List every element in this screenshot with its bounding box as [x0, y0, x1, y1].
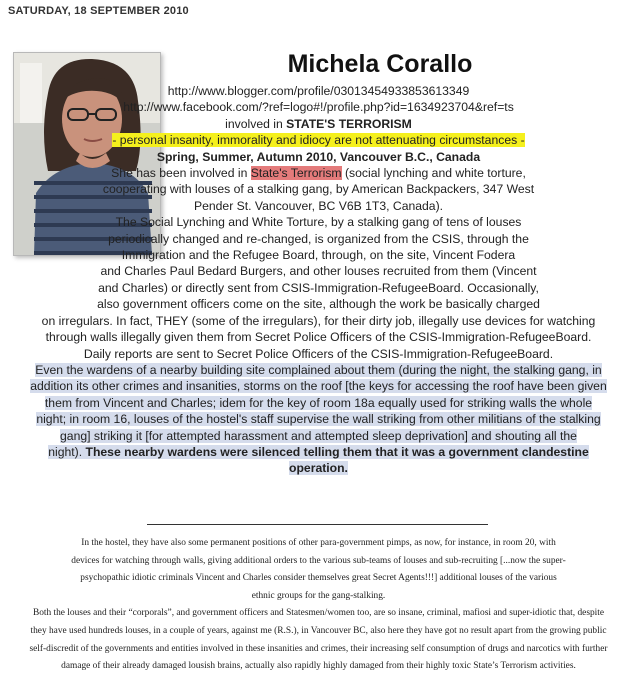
period-location: Spring, Summer, Autumn 2010, Vancouver B.C., Canada: [156, 149, 481, 164]
footer-line-1: In the hostel, they have also some permanent positions of other para-government pimps, as now, for instance, in room 20, with: [81, 538, 556, 548]
paragraph-3-line-4: [0, 411, 637, 427]
p3-l2-text: addition its other crimes and insanities, storms on the roof [the keys for accessing the roof have been given: [30, 379, 607, 394]
p3-l5-text: gang] striking it [for attempted harassment and attempted sleep deprivation] and shouting all the: [60, 428, 577, 443]
paragraph-2-line-7: on irregulars. In fact, THEY (some of the irregulars), for their dirty job, illegally use devices for watching: [41, 313, 596, 328]
profile-name: Michela Corallo: [287, 50, 473, 78]
footer-line-2: devices for watching through walls, giving additional orders to the various sub-teams of louses and sub-recruiting [...now the super-: [71, 555, 566, 566]
paragraph-2-line-4: and Charles Paul Bedard Burgers, and other louses recruited from them (Vincent: [100, 264, 537, 279]
footer-line-3: psychopathic idiotic criminals Vincent and Charles consider themselves great Secret Agents!!!] additional louses of the various: [80, 573, 557, 584]
paragraph-1-line-3: Pender St. Vancouver, BC V6B 1T3, Canada).: [193, 198, 444, 213]
paragraph-3-line-2: [0, 378, 637, 394]
involved-line: [0, 116, 637, 132]
highlight-note-line: [0, 132, 637, 148]
paragraph-3-line-3: [0, 395, 637, 411]
paragraph-3-line-7: [0, 460, 637, 476]
paragraph-2-line-8: through walls illegally given them from Secret Police Officers of the CSIS-Immigration-RefugeeBoard.: [45, 330, 592, 345]
footer-line-8: damage of their already damaged lousish brains, actually also rapidly highly damaged from their highly toxic State’s Terrorism activities.: [61, 661, 576, 672]
footer-text: [0, 535, 637, 676]
p3-l7-highlight: [289, 461, 348, 475]
footer-line-7: self-discredit of the governments and entities involved in these insanities and crimes, their increasing self consumption of drugs and narcotics with further: [29, 643, 608, 654]
profile-info: [0, 83, 637, 477]
paragraph-3-line-6: [0, 444, 637, 460]
p3-l3-text: them from Vincent and Charles; idem for the key of room 18a equally used for striking walls the whole: [44, 395, 593, 410]
footer-line-6: they have used hundreds louses, in a couple of years, against me (R.S.), in Vancouver BC, also here they have got no result apart from the growing public: [30, 625, 607, 636]
p1-before: She has been involved in: [111, 166, 251, 181]
paragraph-2-line-5: and Charles) or directly sent from CSIS-Immigration-RefugeeBoard. Occasionally,: [98, 280, 539, 295]
facebook-profile-link[interactable]: http://www.facebook.com/?ref=logo#!/profile.php?id=1634923704&ref=ts: [123, 100, 514, 115]
p3-l1-text: Even the wardens of a nearby building site complained about them (during the night, the stalking gang, in: [35, 362, 602, 377]
paragraph-3-line-1: [0, 362, 637, 378]
footer-line-4: ethnic groups for the gang-stalking.: [251, 590, 386, 601]
footer-line-5: Both the louses and their “corporals”, and government officers and Statesmen/women too, are so insane, criminal, mafiosi and super-idiotic that, despite: [32, 608, 605, 619]
p3-l7-bold: operation.: [289, 461, 348, 476]
p1-after: (social lynching and white torture,: [341, 166, 526, 181]
paragraph-1-line-2: cooperating with louses of a stalking gang, by American Backpackers, 347 West: [102, 182, 535, 197]
p3-l6-highlight: [48, 445, 589, 459]
paragraph-2-line-6: also government officers come on the site, although the work be basically charged: [97, 297, 540, 312]
p3-l4-text: night; in room 16, louses of the hostel's staff supervise the wall striking from other militians of the stalking: [36, 412, 601, 427]
section-divider: [147, 524, 488, 525]
paragraph-1-line-1: [0, 165, 637, 181]
p3-l6-plain: night).: [48, 444, 86, 459]
blogger-profile-link[interactable]: http://www.blogger.com/profile/03013454933853613349: [167, 84, 470, 98]
post-date-header: SATURDAY, 18 SEPTEMBER 2010: [8, 5, 189, 17]
p3-l6-bold: These nearby wardens were silenced telling them that it was a government clandestine: [85, 444, 589, 459]
period-location-line: [0, 149, 637, 165]
paragraph-2-line-1: The Social Lynching and White Torture, by a stalking gang of tens of louses: [115, 215, 522, 230]
involved-prefix: involved in: [225, 116, 287, 131]
paragraph-2-line-3: Immigration and the Refugee Board, through, on the site, Vincent Fodera: [121, 248, 516, 263]
states-terrorism-highlight: State's Terrorism: [250, 166, 342, 181]
paragraph-3-line-5: [0, 428, 637, 444]
involved-bold: STATE'S TERRORISM: [286, 116, 412, 131]
paragraph-2-line-2: periodically changed and re-changed, is organized from the CSIS, through the: [108, 231, 529, 246]
paragraph-2-line-9: Daily reports are sent to Secret Police Officers of the CSIS-Immigration-RefugeeBoard.: [83, 346, 554, 361]
highlight-note: - personal insanity, immorality and idiocy are not attenuating circumstances -: [112, 133, 525, 148]
